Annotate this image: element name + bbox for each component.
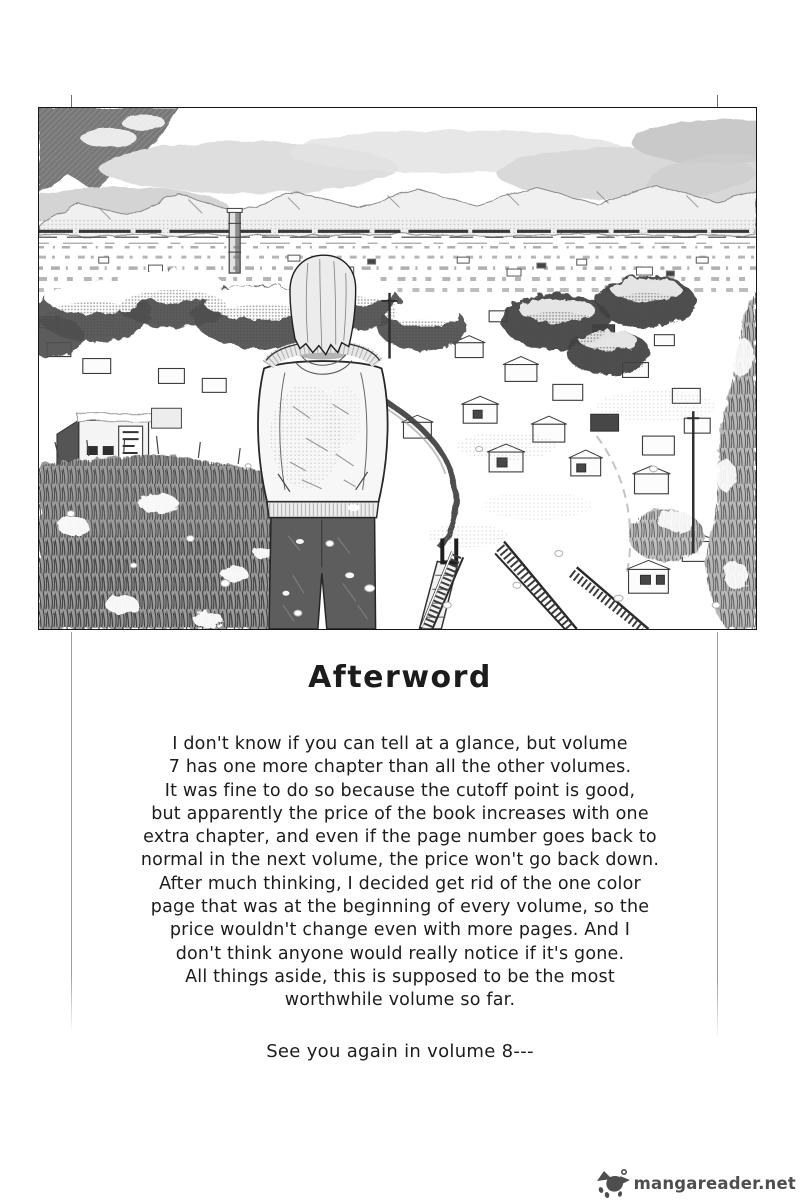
- afterword-line: normal in the next volume, the price won't go back down.: [140, 850, 660, 871]
- afterword-line: worthwhile volume so far.: [284, 990, 516, 1011]
- afterword-signoff: See you again in volume 8---: [266, 1041, 534, 1062]
- afterword-illustration: [38, 107, 757, 630]
- afterword-line: After much thinking, I decided get rid of the one color: [159, 873, 641, 894]
- afterword-title: Afterword: [308, 660, 492, 695]
- snowy-town-scene: [39, 108, 756, 629]
- watermark: [596, 1168, 796, 1198]
- afterword-line: It was fine to do so because the cutoff point is good,: [164, 780, 636, 801]
- afterword-line: I don't know if you can tell at a glance, but volume: [172, 734, 628, 754]
- afterword-line: page that was at the beginning of every volume, so the: [150, 897, 650, 918]
- watermark-text: mangareader.net: [633, 1173, 796, 1193]
- afterword-line: but apparently the price of the book increases with one: [151, 803, 649, 824]
- afterword-line: extra chapter, and even if the page number goes back to: [143, 827, 657, 848]
- afterword-body: [0, 733, 800, 1013]
- afterword-line: don't think anyone would really notice if it's gone.: [175, 943, 625, 964]
- afterword-line: 7 has one more chapter than all the other volumes.: [168, 757, 632, 778]
- mangareader-mascot-icon: [596, 1168, 632, 1198]
- trim-mark-top-left: [71, 95, 72, 107]
- trim-mark-top-right: [717, 95, 718, 107]
- afterword-line: price wouldn't change even with more pages. And I: [169, 920, 631, 941]
- afterword-line: All things aside, this is supposed to be the most: [185, 966, 615, 987]
